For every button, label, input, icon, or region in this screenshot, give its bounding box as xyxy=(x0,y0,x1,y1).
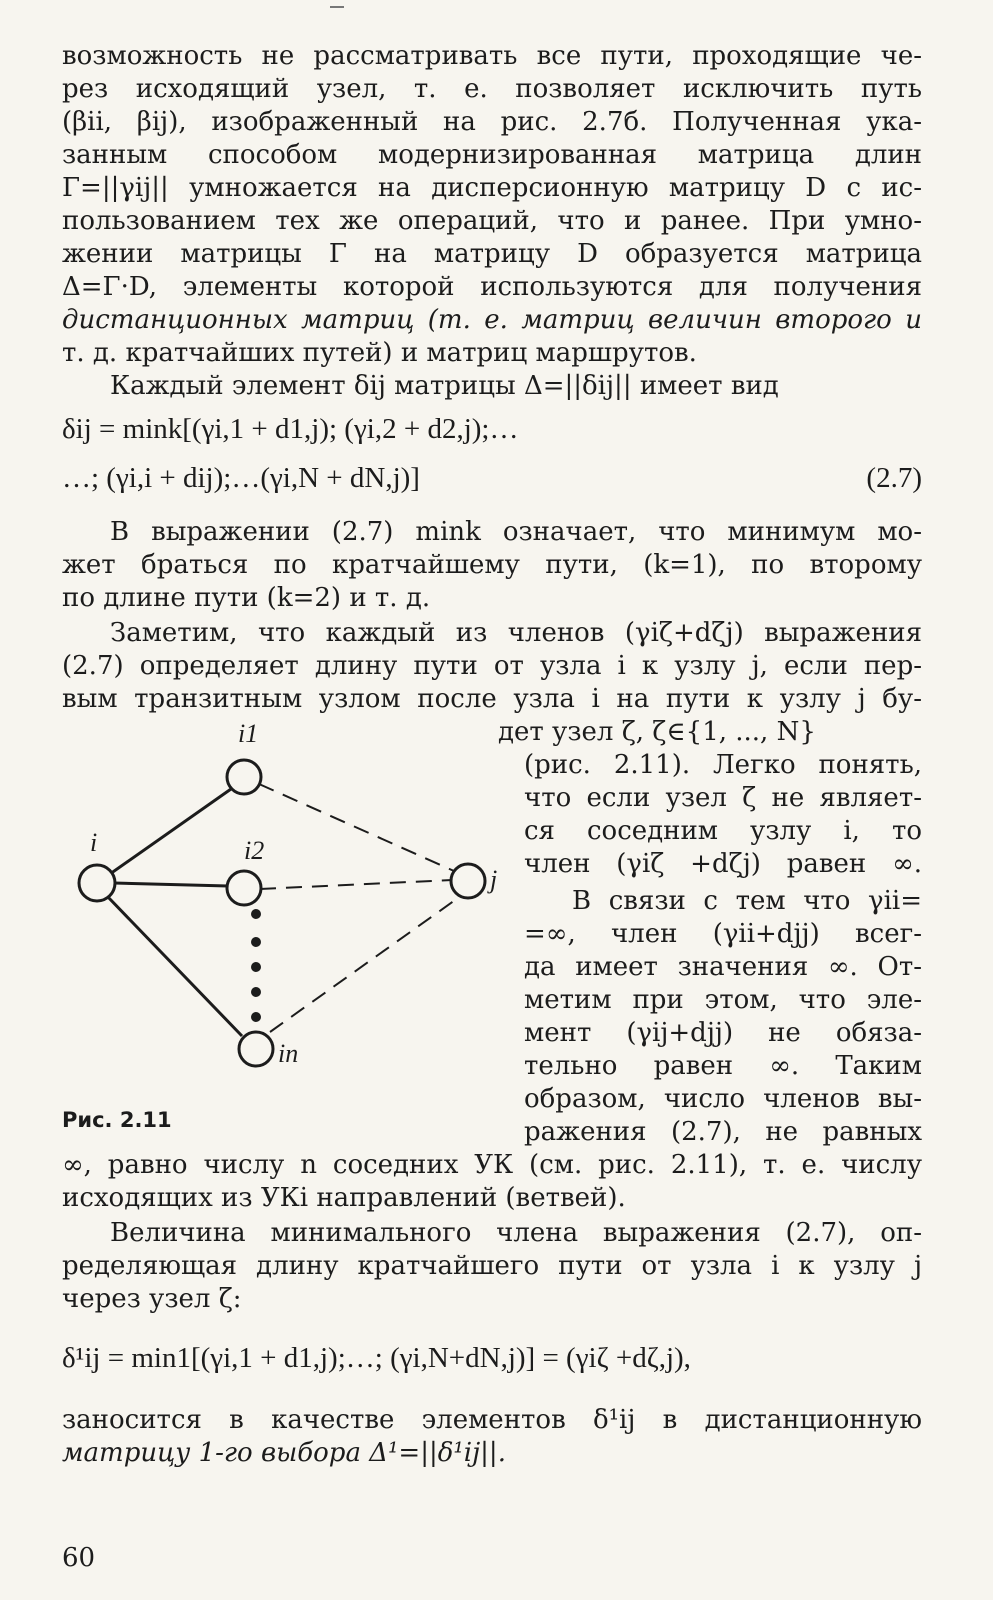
text-line: Величина минимального члена выражения (2.7), оп- xyxy=(110,1218,922,1248)
text-line: ся соседним узлу i, то xyxy=(524,816,922,846)
text-line: (βii, βij), изображенный на рис. 2.7б. Полученная ука- xyxy=(62,107,922,137)
edge-i-in xyxy=(107,896,242,1036)
text-line: Δ=Γ·D, элементы которой используются для получения xyxy=(62,272,922,302)
text-line: что если узел ζ не являет- xyxy=(524,783,922,813)
edge-i2-j xyxy=(260,880,452,889)
formula-line xyxy=(62,462,922,494)
path-dot xyxy=(251,962,261,972)
text-line: исходящих из УКi направлений (ветвей). xyxy=(62,1183,626,1213)
edge-i-i1 xyxy=(100,789,231,881)
network-diagram xyxy=(62,716,522,1096)
formula-text: …; (γi,i + dij);…(γi,N + dN,j)] xyxy=(62,462,420,494)
text-line: (2.7) определяет длину пути от узла i к узлу j, если пер- xyxy=(62,651,922,681)
text-line: возможность не рассматривать все пути, проходящие че- xyxy=(62,41,922,71)
text-line: мент (γij+djj) не обяза- xyxy=(524,1018,922,1048)
path-dot xyxy=(251,987,261,997)
text-line: ражения (2.7), не равных xyxy=(524,1117,922,1147)
label-j: j xyxy=(490,865,498,894)
text-line: дистанционных матриц (т. е. матриц величин второго и xyxy=(62,305,922,335)
node-j xyxy=(451,864,485,898)
formula-line: δ¹ij = min1[(γi,1 + d1,j);…; (γi,N+dN,j)] = (γiζ +dζ,j), xyxy=(62,1342,691,1374)
node-i2 xyxy=(227,871,261,905)
text-line: через узел ζ: xyxy=(62,1284,242,1314)
text-line: метим при этом, что эле- xyxy=(524,985,922,1015)
formula-line: δij = mink[(γi,1 + d1,j); (γi,2 + d2,j);… xyxy=(62,413,519,445)
edge-in-j xyxy=(270,898,458,1032)
text-line: пользованием тех же операций, что и ранее. При умно- xyxy=(62,206,922,236)
label-i1: i1 xyxy=(238,719,259,748)
text-line: ∞, равно числу n соседних УК (см. рис. 2.11), т. е. числу xyxy=(62,1150,922,1180)
text-line: матрицу 1-го выбора Δ¹=||δ¹ij||. xyxy=(62,1438,506,1468)
text-line: жет браться по кратчайшему пути, (k=1), по второму xyxy=(62,550,922,580)
label-i: i xyxy=(90,828,98,857)
label-i2: i2 xyxy=(244,836,265,865)
text-line: заносится в качестве элементов δ¹ij в дистанционную xyxy=(62,1405,922,1435)
text-line: занным способом модернизированная матрица длин xyxy=(62,140,922,170)
edge-i-i2 xyxy=(114,883,228,886)
label-in: in xyxy=(278,1039,299,1068)
equation-number: (2.7) xyxy=(866,462,922,494)
text-line: Γ=||γij|| умножается на дисперсионную матрицу D с ис- xyxy=(62,173,922,203)
path-dot xyxy=(251,937,261,947)
text-line: Заметим, что каждый из членов (γiζ+dζj) выражения xyxy=(110,618,922,648)
book-page xyxy=(62,0,922,1600)
text-line: член (γiζ +dζj) равен ∞. xyxy=(524,849,922,879)
text-line: В выражении (2.7) mink означает, что минимум мо- xyxy=(110,517,922,547)
text-line: образом, число членов вы- xyxy=(524,1084,922,1114)
text-line: В связи с тем что γii= xyxy=(572,886,922,916)
text-line: жении матрицы Γ на матрицу D образуется матрица xyxy=(62,239,922,269)
page-number: 60 xyxy=(62,1543,96,1573)
text-line: ределяющая длину кратчайшего пути от узла i к узлу j xyxy=(62,1251,922,1281)
figure-caption: Рис. 2.11 xyxy=(62,1108,172,1132)
text-line: рез исходящий узел, т. е. позволяет исключить путь xyxy=(62,74,922,104)
text-line: вым транзитным узлом после узла i на пути к узлу j бу- xyxy=(62,684,922,714)
text-line: т. д. кратчайших путей) и матриц маршрутов. xyxy=(62,338,697,368)
node-i1 xyxy=(227,760,261,794)
node-i xyxy=(79,865,115,901)
text-line: дет узел ζ, ζ∈{1, ..., N} xyxy=(498,717,816,747)
text-line: (рис. 2.11). Легко понять, xyxy=(524,750,922,780)
node-in xyxy=(239,1032,273,1066)
path-dot xyxy=(251,1012,261,1022)
text-line: =∞, член (γii+djj) всег- xyxy=(524,919,922,949)
path-dot xyxy=(251,909,261,919)
text-line: тельно равен ∞. Таким xyxy=(524,1051,922,1081)
text-line: Каждый элемент δij матрицы Δ=||δij|| имеет вид xyxy=(110,371,779,401)
text-line: да имеет значения ∞. От- xyxy=(524,952,922,982)
text-line: по длине пути (k=2) и т. д. xyxy=(62,583,431,613)
edge-i1-j xyxy=(259,784,454,871)
